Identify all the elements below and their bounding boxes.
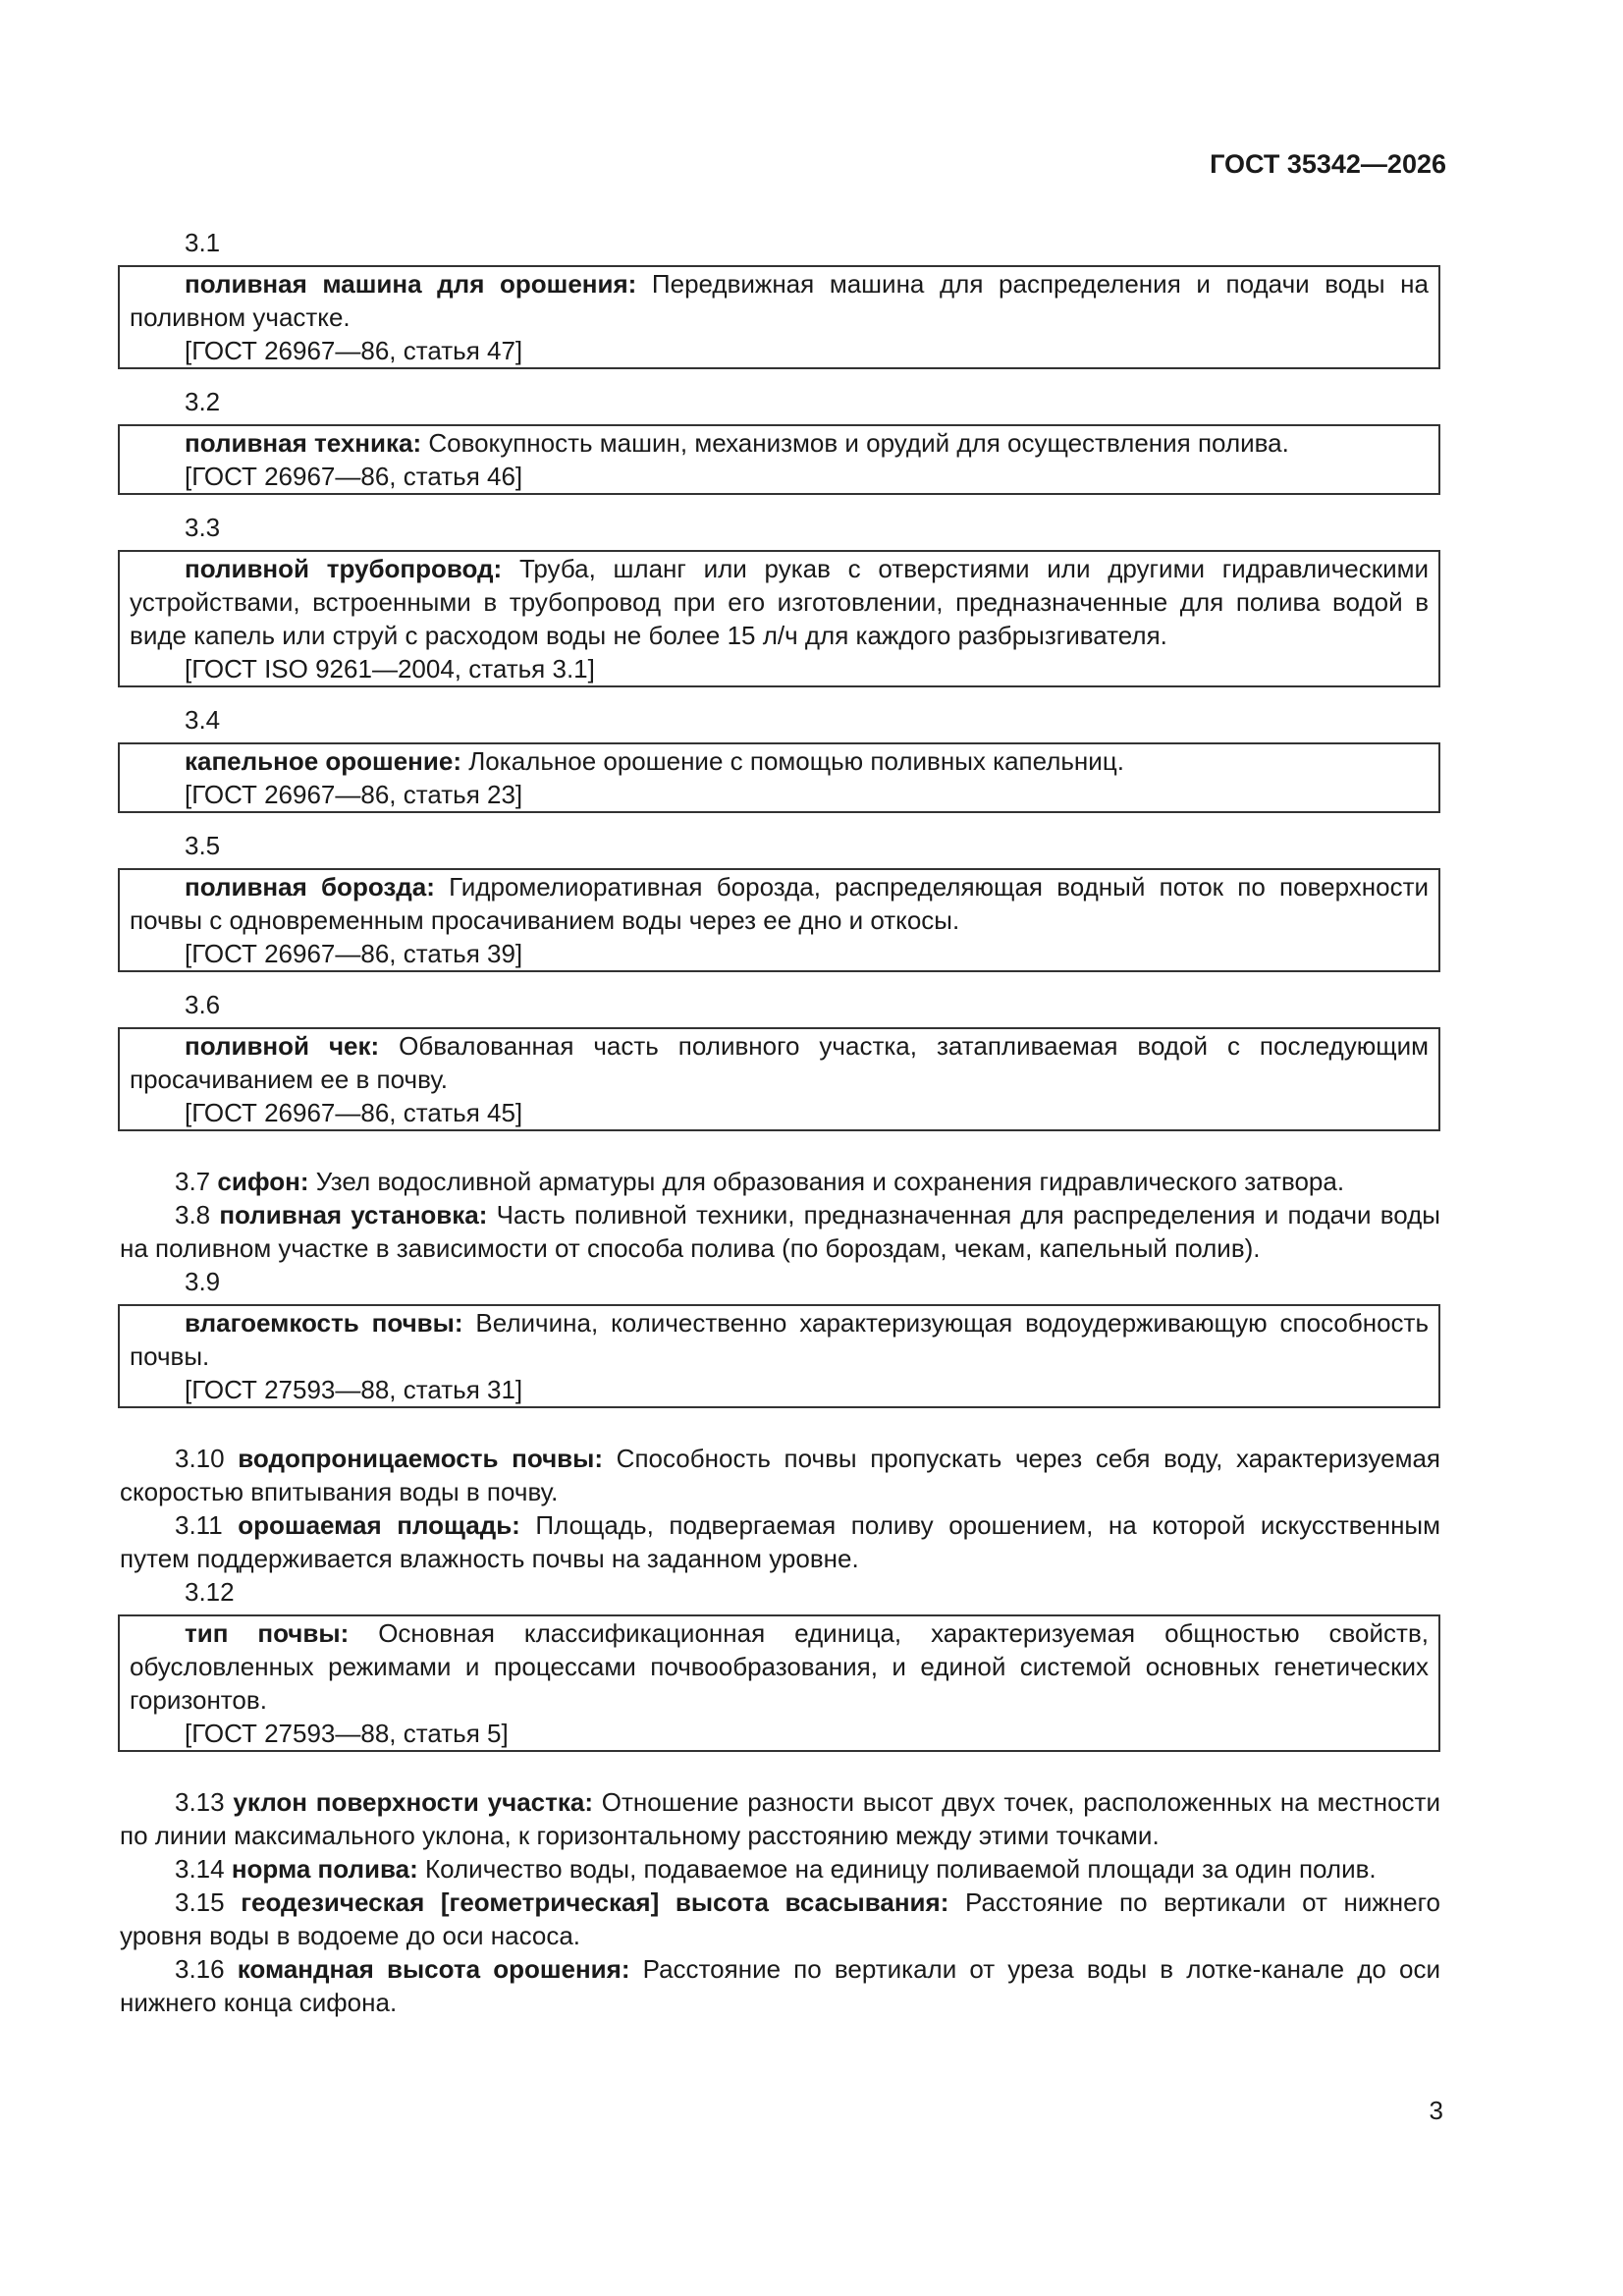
term-name: поливная машина для орошения: — [185, 269, 637, 299]
term-paragraph — [118, 1886, 1440, 1952]
document-header: ГОСТ 35342—2026 — [1210, 149, 1446, 179]
term-box — [118, 1304, 1440, 1408]
term-number: 3.14 — [175, 1854, 225, 1884]
term-reference: [ГОСТ 27593—88, статья 31] — [185, 1375, 523, 1404]
term-definition — [130, 267, 1429, 334]
term-name: поливной трубопровод: — [185, 554, 503, 583]
term-paragraph — [118, 1785, 1440, 1852]
term-definition — [130, 1029, 1429, 1096]
term-box — [118, 1027, 1440, 1131]
term-name: орошаемая площадь: — [238, 1510, 520, 1540]
term-text: Обвалованная часть поливного участка, затапливаемая водой с последующим просачиванием ее в почву. — [130, 1031, 1429, 1094]
term-number: 3.12 — [185, 1577, 235, 1607]
term-paragraph — [118, 1508, 1440, 1575]
term-name: геодезическая [геометрическая] высота всасывания: — [241, 1887, 949, 1917]
term-reference: [ГОСТ 26967—86, статья 45] — [185, 1098, 523, 1127]
term-definition — [130, 1306, 1429, 1373]
term-number: 3.1 — [185, 228, 221, 257]
term-number: 3.11 — [175, 1510, 223, 1540]
term-number: 3.5 — [185, 831, 221, 860]
term-text: Основная классификационная единица, характеризуемая общностью свойств, обусловленных режимами и процессами почвообразования, и единой системой основных генетических горизонтов. — [130, 1618, 1429, 1715]
term-reference: [ГОСТ 26967—86, статья 47] — [185, 336, 523, 365]
term-number: 3.15 — [175, 1887, 225, 1917]
term-name: поливной чек: — [185, 1031, 380, 1061]
term-reference: [ГОСТ 26967—86, статья 46] — [185, 462, 523, 491]
term-paragraph — [118, 1852, 1440, 1886]
term-reference: [ГОСТ 26967—86, статья 39] — [185, 939, 523, 968]
term-box — [118, 868, 1440, 972]
term-text: Способность почвы пропускать через себя воду, характеризуемая скоростью впитывания воды в почву. — [120, 1444, 1440, 1506]
term-number: 3.6 — [185, 990, 221, 1019]
term-text: Узел водосливной арматуры для образования и сохранения гидравлического затвора. — [308, 1167, 1345, 1196]
term-text: Гидромелиоративная борозда, распределяющая водный поток по поверхности почвы с одновременным просачиванием воды через ее дно и откосы. — [130, 872, 1429, 935]
term-text: Отношение разности высот двух точек, расположенных на местности по линии максимального уклона, к горизонтальному расстоянию между этими точками. — [120, 1787, 1440, 1850]
term-name: поливная техника: — [185, 428, 422, 458]
term-text: Передвижная машина для распределения и подачи воды на поливном участке. — [130, 269, 1429, 332]
term-name: уклон поверхности участка: — [233, 1787, 593, 1817]
term-definition — [130, 744, 1429, 778]
term-box — [118, 424, 1440, 495]
term-text: Локальное орошение с помощью поливных капельниц. — [461, 746, 1124, 776]
term-name: водопроницаемость почвы: — [238, 1444, 604, 1473]
terms-section — [118, 226, 1440, 2019]
term-definition — [130, 870, 1429, 937]
term-box — [118, 550, 1440, 687]
term-box — [118, 742, 1440, 813]
term-text: Труба, шланг или рукав с отверстиями или другими гидравлическими устройствами, встроенными в трубопровод при его изготовлении, предназначенные для полива водой в виде капель или струй с расходом воды не более 15 л/ч для каждого разбрызгивателя. — [130, 554, 1430, 650]
term-reference: [ГОСТ 26967—86, статья 23] — [185, 780, 523, 809]
term-number: 3.9 — [185, 1267, 221, 1296]
term-number: 3.10 — [175, 1444, 225, 1473]
term-text: Количество воды, подаваемое на единицу поливаемой площади за один полив. — [417, 1854, 1377, 1884]
term-definition — [130, 552, 1429, 652]
term-number: 3.3 — [185, 513, 221, 542]
term-definition — [130, 1616, 1429, 1717]
term-name: норма полива: — [231, 1854, 418, 1884]
term-box — [118, 265, 1440, 369]
term-box — [118, 1614, 1440, 1752]
term-name: командная высота орошения: — [237, 1954, 630, 1984]
term-text: Площадь, подвергаемая поливу орошением, на которой искусственным путем поддерживается влажность почвы на заданном уровне. — [120, 1510, 1440, 1573]
term-name: капельное орошение: — [185, 746, 461, 776]
term-name: сифон: — [217, 1167, 309, 1196]
term-text: Совокупность машин, механизмов и орудий для осуществления полива. — [421, 428, 1289, 458]
term-paragraph — [118, 1442, 1440, 1508]
term-reference: [ГОСТ ISO 9261—2004, статья 3.1] — [185, 654, 595, 683]
term-number: 3.13 — [175, 1787, 225, 1817]
term-text: Расстояние по вертикали от уреза воды в лотке-канале до оси нижнего конца сифона. — [120, 1954, 1440, 2017]
term-definition — [130, 426, 1429, 460]
term-text: Расстояние по вертикали от нижнего уровня воды в водоеме до оси насоса. — [120, 1887, 1440, 1950]
term-paragraph — [118, 1198, 1440, 1265]
page-number: 3 — [1429, 2096, 1443, 2125]
term-number: 3.16 — [175, 1954, 225, 1984]
term-name: поливная борозда: — [185, 872, 435, 902]
term-paragraph — [118, 1952, 1440, 2019]
term-text: Часть поливной техники, предназначенная для распределения и подачи воды на поливном участке в зависимости от способа полива (по бороздам, чекам, капельный полив). — [120, 1200, 1440, 1263]
term-paragraph — [118, 1165, 1440, 1198]
term-text: Величина, количественно характеризующая водоудерживающую способность почвы. — [130, 1308, 1429, 1371]
term-name: поливная установка: — [219, 1200, 488, 1230]
term-number: 3.8 — [175, 1200, 211, 1230]
term-number: 3.4 — [185, 705, 221, 735]
term-reference: [ГОСТ 27593—88, статья 5] — [185, 1719, 509, 1748]
term-name: тип почвы: — [185, 1618, 350, 1648]
term-number: 3.7 — [175, 1167, 211, 1196]
term-name: влагоемкость почвы: — [185, 1308, 463, 1338]
term-number: 3.2 — [185, 387, 221, 416]
